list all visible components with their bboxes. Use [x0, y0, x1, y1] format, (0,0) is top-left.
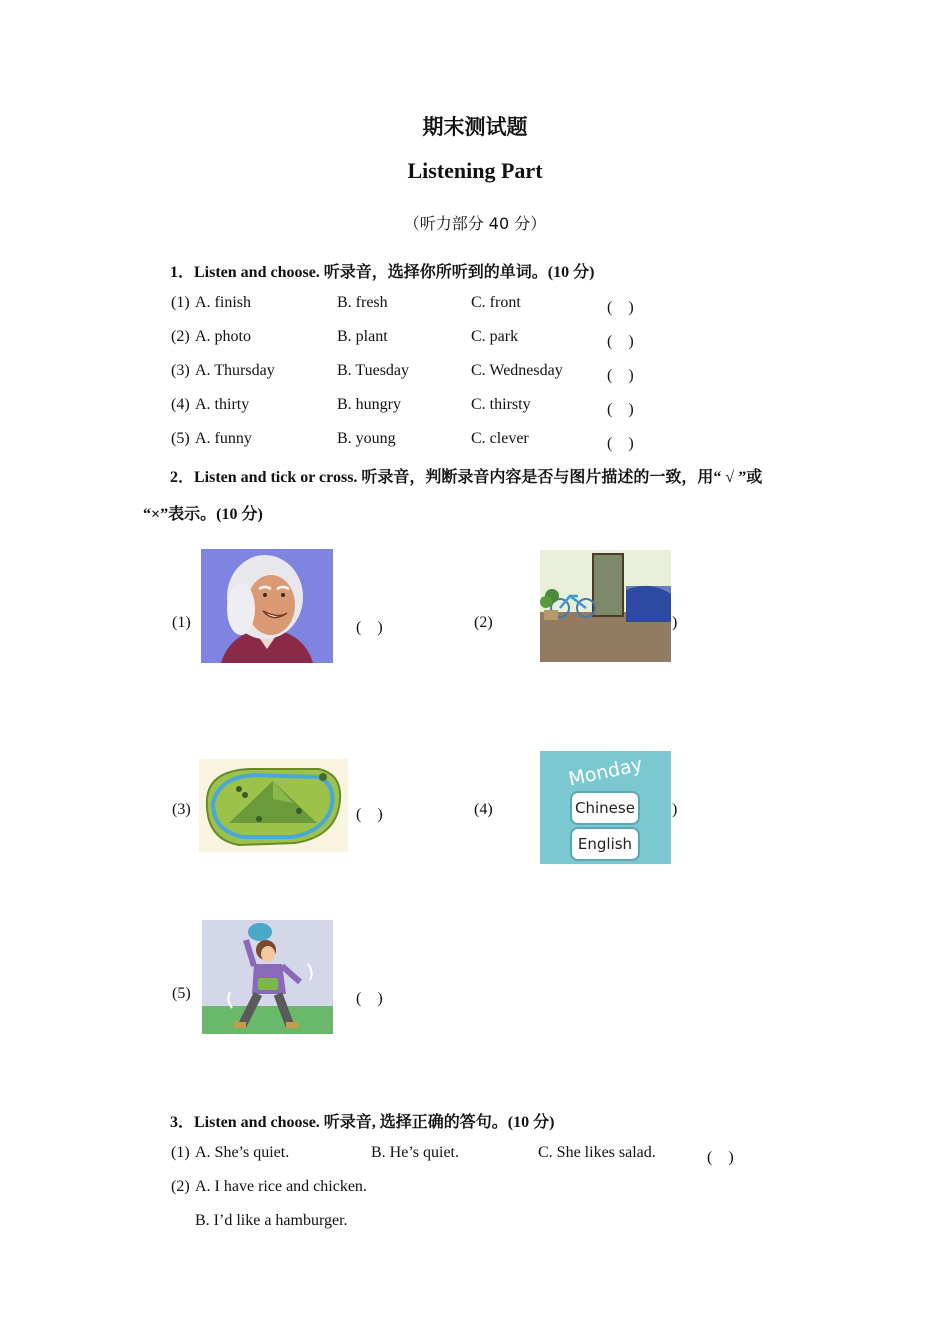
s1-q3-answer-blank[interactable]: ( ) — [607, 367, 634, 384]
s2-q2-num: (2) — [474, 614, 493, 631]
s2-q3-num: (3) — [172, 801, 191, 818]
s1-q4-answer-blank[interactable]: ( ) — [607, 401, 634, 418]
section1-heading: 1．Listen and choose. 听录音，选择你所听到的单词。(10 分) — [170, 264, 595, 281]
s3-q1-answer-blank[interactable]: ( ) — [707, 1149, 734, 1166]
s1-q3-option-b[interactable]: B. Tuesday — [337, 362, 410, 379]
monday-label: Monday — [566, 753, 645, 791]
s3-q1-option-b[interactable]: B. He’s quiet. — [371, 1144, 459, 1161]
s1-q4-option-c[interactable]: C. thirsty — [471, 396, 531, 413]
s1-q1-answer-blank[interactable]: ( ) — [607, 299, 634, 316]
s1-q3-option-a[interactable]: A. Thursday — [195, 362, 275, 379]
s1-q5-option-a[interactable]: A. funny — [195, 430, 252, 447]
page-title-en: Listening Part — [407, 158, 543, 183]
s2-q3-answer-blank[interactable]: ( ) — [356, 806, 383, 823]
s1-q4-num: (4) — [171, 396, 190, 413]
bedroom-picture — [540, 550, 671, 662]
s1-q1-option-c[interactable]: C. front — [471, 294, 521, 311]
s1-q2-option-c[interactable]: C. park — [471, 328, 519, 345]
s3-q1-num: (1) — [171, 1144, 190, 1161]
s2-q1-num: (1) — [172, 614, 191, 631]
s2-q1-answer-blank[interactable]: ( ) — [356, 619, 383, 636]
monday-schedule-card — [540, 751, 671, 864]
boy-picture — [202, 920, 333, 1034]
s1-q3-option-c[interactable]: C. Wednesday — [471, 362, 563, 379]
chinese-subject: Chinese — [572, 793, 638, 823]
mountain-river-picture — [199, 759, 348, 852]
section2-heading-line1: 2．Listen and tick or cross. 听录音，判断录音内容是否与图片描述的一致，用“ √ ”或 — [170, 469, 763, 486]
s1-q5-num: (5) — [171, 430, 190, 447]
grandmother-picture — [201, 549, 333, 663]
s2-q5-num: (5) — [172, 985, 191, 1002]
s3-q2-num: (2) — [171, 1178, 190, 1195]
section3-heading: 3．Listen and choose. 听录音, 选择正确的答句。(10 分) — [170, 1114, 555, 1131]
s1-q2-option-b[interactable]: B. plant — [337, 328, 388, 345]
s1-q1-num: (1) — [171, 294, 190, 311]
s1-q5-answer-blank[interactable]: ( ) — [607, 435, 634, 452]
s2-q2-answer-blank[interactable]: ) — [672, 614, 678, 631]
s1-q1-option-a[interactable]: A. finish — [195, 294, 251, 311]
s1-q5-option-c[interactable]: C. clever — [471, 430, 529, 447]
s2-q4-answer-blank[interactable]: ) — [672, 801, 678, 818]
s1-q4-option-a[interactable]: A. thirty — [195, 396, 250, 413]
s1-q2-answer-blank[interactable]: ( ) — [607, 333, 634, 350]
s1-q5-option-b[interactable]: B. young — [337, 430, 396, 447]
page-subtitle: （听力部分 40 分） — [403, 214, 547, 233]
section2-heading-line2: “×”表示。(10 分) — [143, 506, 263, 523]
s3-q1-option-c[interactable]: C. She likes salad. — [538, 1144, 656, 1161]
page-title-cn: 期末测试题 — [422, 115, 528, 139]
s1-q2-option-a[interactable]: A. photo — [195, 328, 251, 345]
english-subject: English — [572, 829, 638, 859]
s3-q1-option-a[interactable]: A. She’s quiet. — [195, 1144, 290, 1161]
s1-q2-num: (2) — [171, 328, 190, 345]
s2-q4-num: (4) — [474, 801, 493, 818]
s3-q2-option-a[interactable]: A. I have rice and chicken. — [195, 1178, 367, 1195]
s1-q3-num: (3) — [171, 362, 190, 379]
s2-q5-answer-blank[interactable]: ( ) — [356, 990, 383, 1007]
s1-q4-option-b[interactable]: B. hungry — [337, 396, 401, 413]
s3-q2-option-b[interactable]: B. I’d like a hamburger. — [195, 1212, 348, 1229]
s1-q1-option-b[interactable]: B. fresh — [337, 294, 388, 311]
